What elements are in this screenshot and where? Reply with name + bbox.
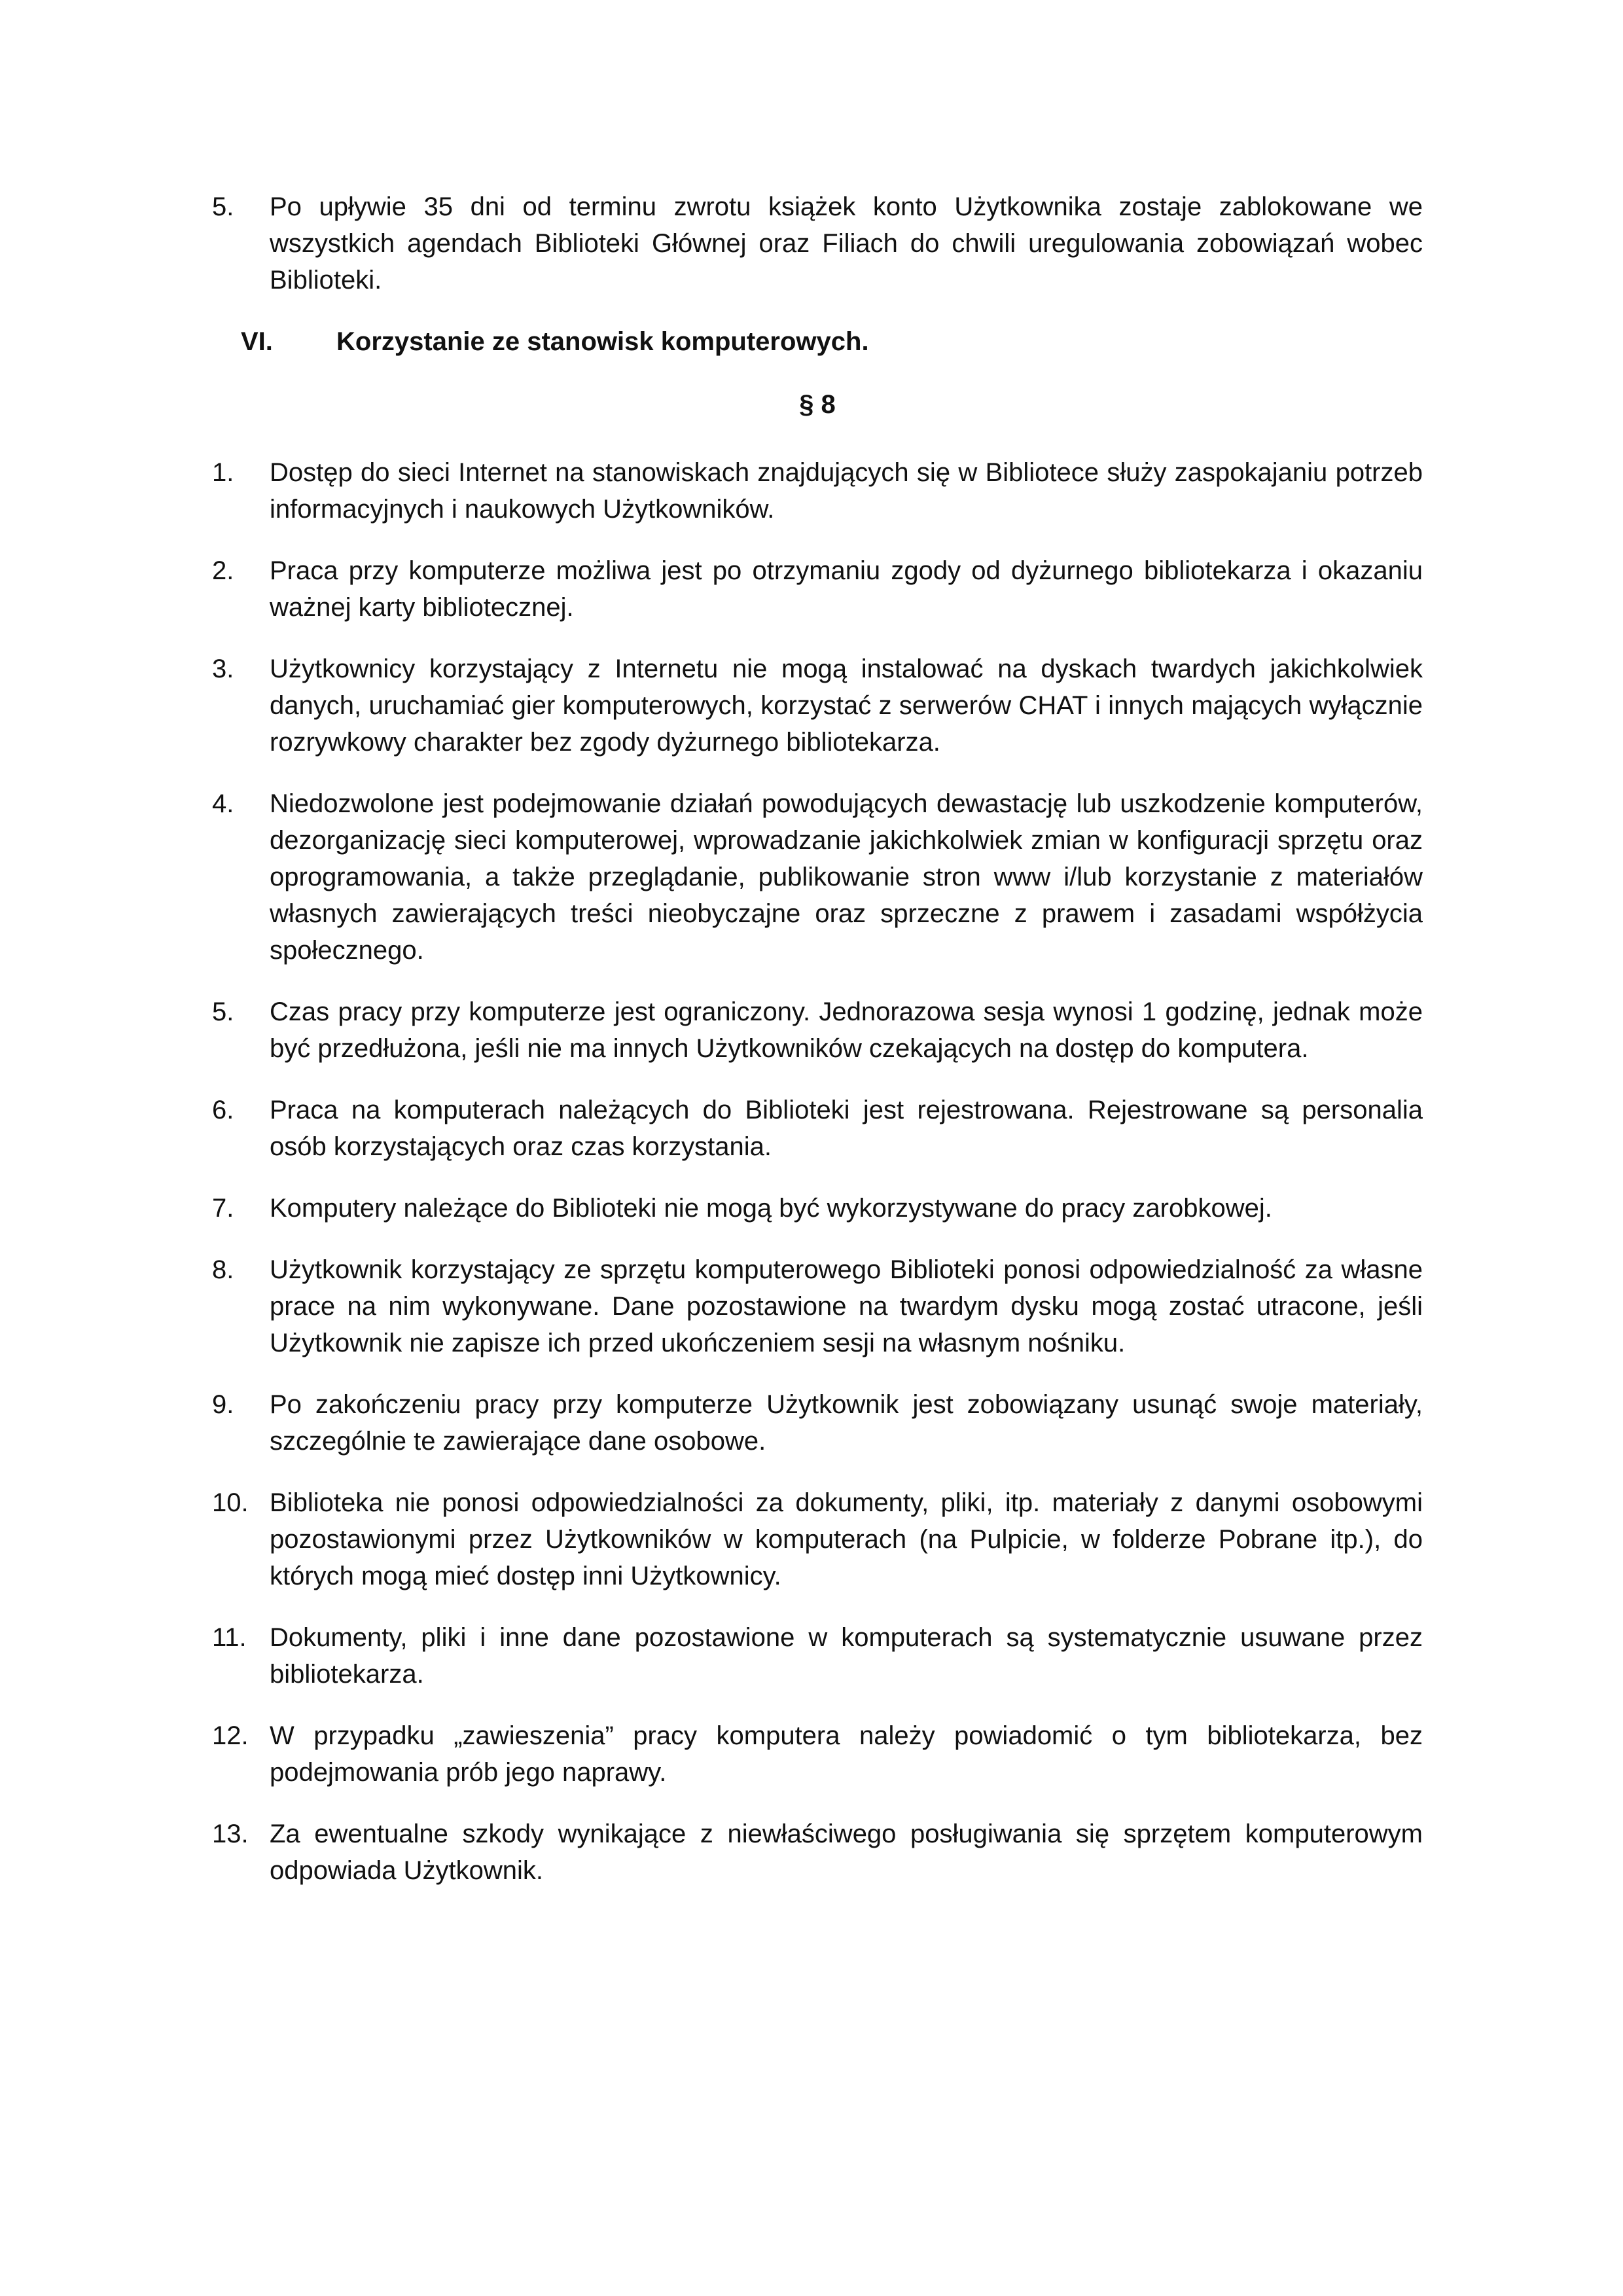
- list-item: [212, 1484, 1423, 1594]
- list-item-number: 1.: [212, 458, 234, 487]
- rules-list: [212, 454, 1423, 1889]
- list-item-number: 5.: [212, 997, 234, 1026]
- list-item-number: 13.: [212, 1820, 249, 1848]
- list-item: [212, 1190, 1423, 1227]
- list-item-text: Czas pracy przy komputerze jest ograniczony. Jednorazowa sesja wynosi 1 godzinę, jednak może być przedłużona, jeśli nie ma innych Użytkowników czekających na dostęp do komputera.: [270, 997, 1423, 1063]
- list-item-text: Po upływie 35 dni od terminu zwrotu książek konto Użytkownika zostaje zablokowane we wszystkich agendach Biblioteki Głównej oraz Filiach do chwili uregulowania zobowiązań wobec Biblioteki.: [270, 192, 1423, 295]
- section-heading: [212, 323, 1423, 360]
- list-item: [212, 651, 1423, 761]
- list-item: [212, 1717, 1423, 1791]
- list-item-number: 10.: [212, 1488, 249, 1517]
- document-content: [212, 188, 1423, 1914]
- list-item: [212, 188, 1423, 298]
- list-item-number: 3.: [212, 655, 234, 683]
- list-item: [212, 1816, 1423, 1889]
- section-title: Korzystanie ze stanowisk komputerowych.: [336, 327, 869, 356]
- list-item: [212, 1251, 1423, 1361]
- list-item-text: Użytkownik korzystający ze sprzętu komputerowego Biblioteki ponosi odpowiedzialność za własne prace na nim wykonywane. Dane pozostawione na twardym dysku mogą zostać utracone, jeśli Użytkownik nie zapisze ich przed ukończeniem sesji na własnym nośniku.: [270, 1255, 1423, 1357]
- list-item-text: Za ewentualne szkody wynikające z niewłaściwego posługiwania się sprzętem komputerowym odpowiada Użytkownik.: [270, 1820, 1423, 1885]
- paragraph-sign: § 8: [799, 390, 836, 419]
- list-item-number: 9.: [212, 1390, 234, 1419]
- list-item-text: Praca przy komputerze możliwa jest po otrzymaniu zgody od dyżurnego bibliotekarza i okazaniu ważnej karty bibliotecznej.: [270, 556, 1423, 622]
- list-item-number: 5.: [212, 192, 234, 221]
- list-item: [212, 454, 1423, 528]
- list-item-text: Użytkownicy korzystający z Internetu nie mogą instalować na dyskach twardych jakichkolwiek danych, uruchamiać gier komputerowych, korzystać z serwerów CHAT i innych mających wyłącznie rozrywkowy charakter bez zgody dyżurnego bibliotekarza.: [270, 655, 1423, 757]
- list-item-number: 2.: [212, 556, 234, 585]
- list-item-text: Komputery należące do Biblioteki nie mogą być wykorzystywane do pracy zarobkowej.: [270, 1194, 1272, 1223]
- list-item: [212, 552, 1423, 626]
- list-item-number: 4.: [212, 789, 234, 818]
- list-item-number: 12.: [212, 1721, 249, 1750]
- list-item-text: Praca na komputerach należących do Biblioteki jest rejestrowana. Rejestrowane są personalia osób korzystających oraz czas korzystania.: [270, 1096, 1423, 1161]
- section-number: VI.: [241, 327, 273, 356]
- list-item: [212, 1619, 1423, 1693]
- list-item: [212, 785, 1423, 969]
- list-item: [212, 1386, 1423, 1460]
- list-item-text: Dostęp do sieci Internet na stanowiskach znajdujących się w Bibliotece służy zaspokajaniu potrzeb informacyjnych i naukowych Użytkowników.: [270, 458, 1423, 524]
- list-item-text: W przypadku „zawieszenia” pracy komputera należy powiadomić o tym bibliotekarza, bez podejmowania prób jego naprawy.: [270, 1721, 1423, 1787]
- list-item-text: Niedozwolone jest podejmowanie działań powodujących dewastację lub uszkodzenie komputerów, dezorganizację sieci komputerowej, wprowadzanie jakichkolwiek zmian w konfiguracji sprzętu oraz oprogramowania, a także przeglądanie, publikowanie stron www i/lub korzystanie z materiałów własnych zawierających treści nieobyczajne oraz sprzeczne z prawem i zasadami współżycia społecznego.: [270, 789, 1423, 965]
- list-item-text: Dokumenty, pliki i inne dane pozostawione w komputerach są systematycznie usuwane przez bibliotekarza.: [270, 1623, 1423, 1689]
- list-item: [212, 994, 1423, 1067]
- list-item-text: Biblioteka nie ponosi odpowiedzialności za dokumenty, pliki, itp. materiały z danymi osobowymi pozostawionymi przez Użytkowników w komputerach (na Pulpicie, w folderze Pobrane itp.), do których mogą mieć dostęp inni Użytkownicy.: [270, 1488, 1423, 1590]
- list-item-number: 7.: [212, 1194, 234, 1223]
- list-item-number: 8.: [212, 1255, 234, 1284]
- list-item-text: Po zakończeniu pracy przy komputerze Użytkownik jest zobowiązany usunąć swoje materiały, szczególnie te zawierające dane osobowe.: [270, 1390, 1423, 1456]
- list-item-number: 6.: [212, 1096, 234, 1124]
- list-item-number: 11.: [212, 1623, 247, 1652]
- list-item: [212, 1092, 1423, 1165]
